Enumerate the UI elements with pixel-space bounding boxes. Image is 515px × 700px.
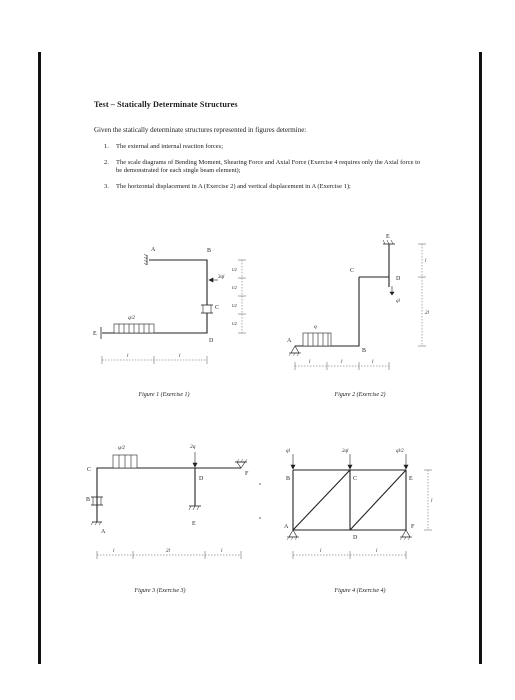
page-left-edge — [38, 52, 41, 664]
fig3-point-e-label: E — [192, 521, 196, 527]
page-right-edge — [479, 52, 482, 664]
fig4-point-e-label: E — [409, 476, 413, 482]
task-text: The scale diagrams of Bending Moment, Shearing Force and Axial Force (Exercise 4 requires only the Axial force to be demonstrated for each single beam element); — [116, 158, 421, 174]
fig4-dim-h2: l — [376, 549, 378, 554]
fig4-point-f-label: F — [411, 524, 415, 530]
fig2-point-b-label: B — [362, 348, 367, 354]
fig2-point-c-label: C — [350, 268, 355, 274]
fig1-dim-v2: l/2 — [232, 285, 237, 290]
fig3-dim-h2: 2l — [166, 549, 170, 554]
fig1-point-a-label: A — [151, 247, 156, 253]
fig4-dim-v1: l — [431, 499, 433, 504]
fig1-point-load-label: 3ql — [218, 275, 225, 280]
fig2-dim-h3: l — [372, 360, 374, 365]
fig2-dim-v1: l — [425, 259, 427, 264]
fig4-point-a-label: A — [284, 524, 289, 530]
fig2-dim-h1: l — [309, 360, 311, 365]
task-item — [94, 159, 424, 176]
fig3-dim-h1: l — [113, 549, 115, 554]
task-text: The horizontal displacement in A (Exercise 2) and vertical displacement in A (Exercise 1); — [116, 182, 351, 190]
fig3-dim-h3: l — [221, 549, 223, 554]
scan-speck — [259, 517, 261, 519]
fig4-load-1-label: ql — [286, 449, 290, 454]
figure-1-caption: Figure 1 (Exercise 1) — [138, 392, 190, 398]
fig1-dim-h1: l — [127, 354, 129, 359]
fig4-point-d-label: D — [353, 535, 358, 541]
fig1-point-c-label: C — [215, 305, 220, 311]
fig2-point-d-label: D — [396, 276, 401, 282]
fig4-point-c-label: C — [353, 476, 358, 482]
figure-1-diagram — [90, 238, 270, 373]
fig1-distributed-load-label: q/2 — [128, 315, 136, 321]
fig3-distributed-load-label: q/2 — [118, 445, 126, 451]
fig1-dim-v3: l/2 — [232, 303, 237, 308]
fig3-point-load-label: 2q — [190, 444, 196, 450]
figure-4-caption: Figure 4 (Exercise 4) — [334, 588, 386, 594]
fig1-dim-v4: l/2 — [232, 321, 237, 326]
scan-speck — [259, 483, 261, 485]
figure-2-diagram — [282, 228, 442, 378]
figure-4-diagram — [278, 440, 448, 570]
fig3-point-f-label: F — [245, 471, 249, 477]
figure-2-caption: Figure 2 (Exercise 2) — [334, 392, 386, 398]
figure-3-caption: Figure 3 (Exercise 3) — [134, 588, 186, 594]
page-title: Test – Statically Determinate Structures — [94, 100, 238, 109]
fig3-point-c-label: C — [87, 467, 92, 473]
fig3-point-d-label: D — [199, 476, 204, 482]
fig2-dim-h2: l — [341, 360, 343, 365]
task-item — [94, 183, 424, 192]
fig2-point-load-label: ql — [396, 299, 400, 304]
fig1-dim-v1: l/2 — [232, 267, 237, 272]
task-text: The external and internal reaction forces; — [116, 143, 224, 150]
fig4-dim-h1: l — [320, 549, 322, 554]
fig1-point-b-label: B — [207, 248, 212, 254]
fig2-distributed-load-label: q — [314, 324, 317, 330]
fig2-point-e-label: E — [386, 234, 390, 240]
task-number: 3. — [104, 182, 109, 190]
fig1-dim-h2: l — [179, 354, 181, 359]
task-number: 1. — [104, 143, 109, 150]
fig4-load-2-label: 2ql — [342, 449, 349, 454]
fig2-point-a-label: A — [287, 338, 292, 344]
intro-text: Given the statically determinate structures represented in figures determine: — [94, 126, 307, 134]
task-list — [94, 143, 424, 198]
fig1-point-d-label: D — [209, 338, 214, 344]
fig3-point-a-label: A — [101, 529, 106, 535]
fig1-point-e-label: E — [93, 331, 97, 337]
fig3-point-b-label: B — [86, 497, 91, 503]
fig4-point-b-label: B — [286, 476, 291, 482]
fig2-dim-v2: 2l — [425, 311, 429, 316]
figure-3-diagram — [85, 440, 260, 570]
fig4-load-3-label: ql/2 — [396, 449, 404, 454]
task-number: 2. — [104, 158, 109, 166]
task-item — [94, 143, 424, 152]
